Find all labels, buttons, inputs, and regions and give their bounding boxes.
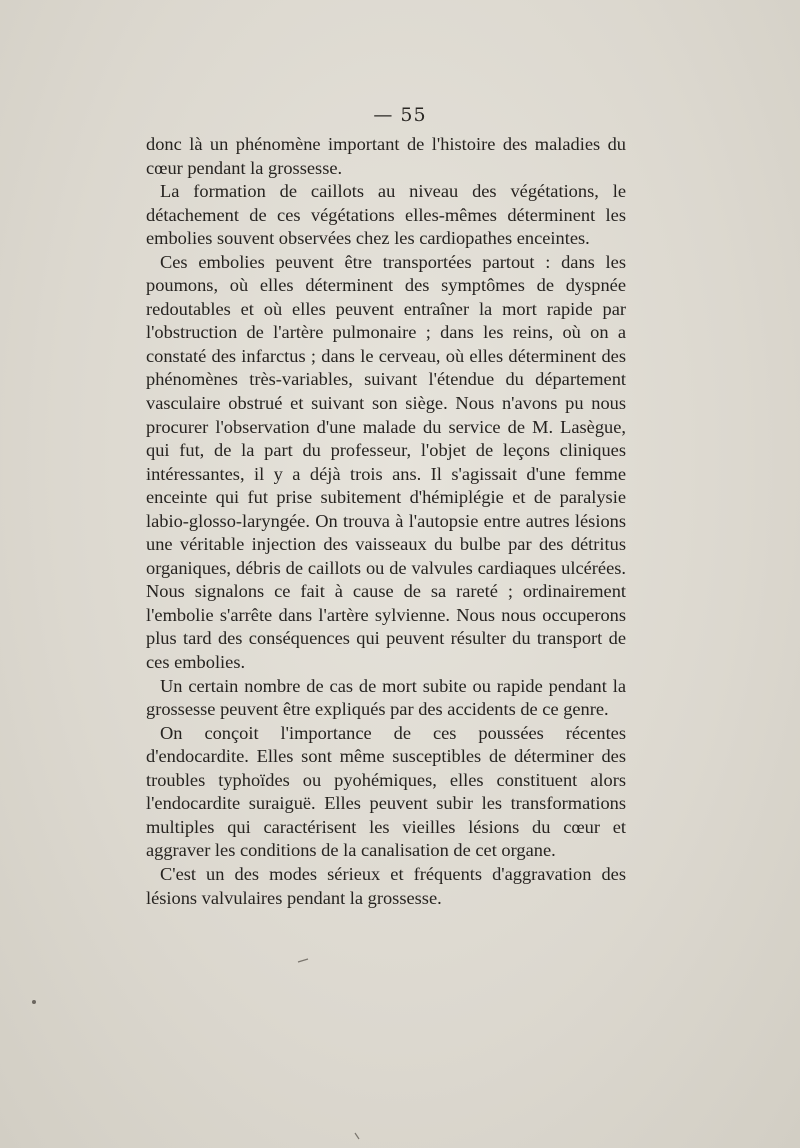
paragraph-4: Un certain nombre de cas de mort subite ou rapide pendant la grossesse peuvent être expliqués par des accidents de ce genre. xyxy=(146,675,626,720)
paragraph-6: C'est un des modes sérieux et fréquents d'aggravation des lésions valvulaires pendant la grossesse. xyxy=(146,863,626,908)
body-text xyxy=(146,133,626,910)
paragraph-1: donc là un phénomène important de l'histoire des maladies du cœur pendant la grossesse. xyxy=(146,134,626,178)
speck xyxy=(298,959,308,962)
page-number: — 55 xyxy=(373,104,427,126)
paragraph-2: La formation de caillots au niveau des végétations, le détachement de ces végétations elles-mêmes déterminent les embolies souvent observées chez les cardiopathes enceintes. xyxy=(146,181,626,249)
speck xyxy=(32,1000,36,1004)
paragraph-5: On conçoit l'importance de ces poussées récentes d'endocardite. Elles sont même susceptibles de déterminer des troubles typhoïdes ou pyohémiques, elles constituent alors l'endocardite suraiguë. Elles peuvent subir les transformations multiples qui caractérisent les vieilles lésions du cœur et aggraver les conditions de la canalisation de cet organe. xyxy=(146,722,626,861)
paragraph-3: Ces embolies peuvent être transportées partout : dans les poumons, où elles déterminent des symptômes de dyspnée redoutables et où elles peuvent entraîner la mort rapide par l'obstruction de l'artère pulmonaire ; dans les reins, où on a constaté des infarctus ; dans le cerveau, où elles déterminent des phénomènes très-variables, suivant l'étendue du département vasculaire obstrué et suivant son siège. Nous n'avons pu nous procurer l'observation d'une malade du service de M. Lasègue, qui fut, de la part du professeur, l'objet de leçons cliniques intéressantes, il y a déjà trois ans. Il s'agissait d'une femme enceinte qui fut prise subitement d'hémiplégie et de paralysie labio-glosso-laryngée. On trouva à l'autopsie entre autres lésions une véritable injection des vaisseaux du bulbe par des détritus organiques, débris de caillots ou de valvules cardiaques ulcérées. Nous signalons ce fait à cause de sa rareté ; ordinairement l'embolie s'arrête dans l'artère sylvienne. Nous nous occuperons plus tard des conséquences qui peuvent résulter du transport de ces embolies. xyxy=(146,251,626,673)
speck xyxy=(355,1133,359,1139)
